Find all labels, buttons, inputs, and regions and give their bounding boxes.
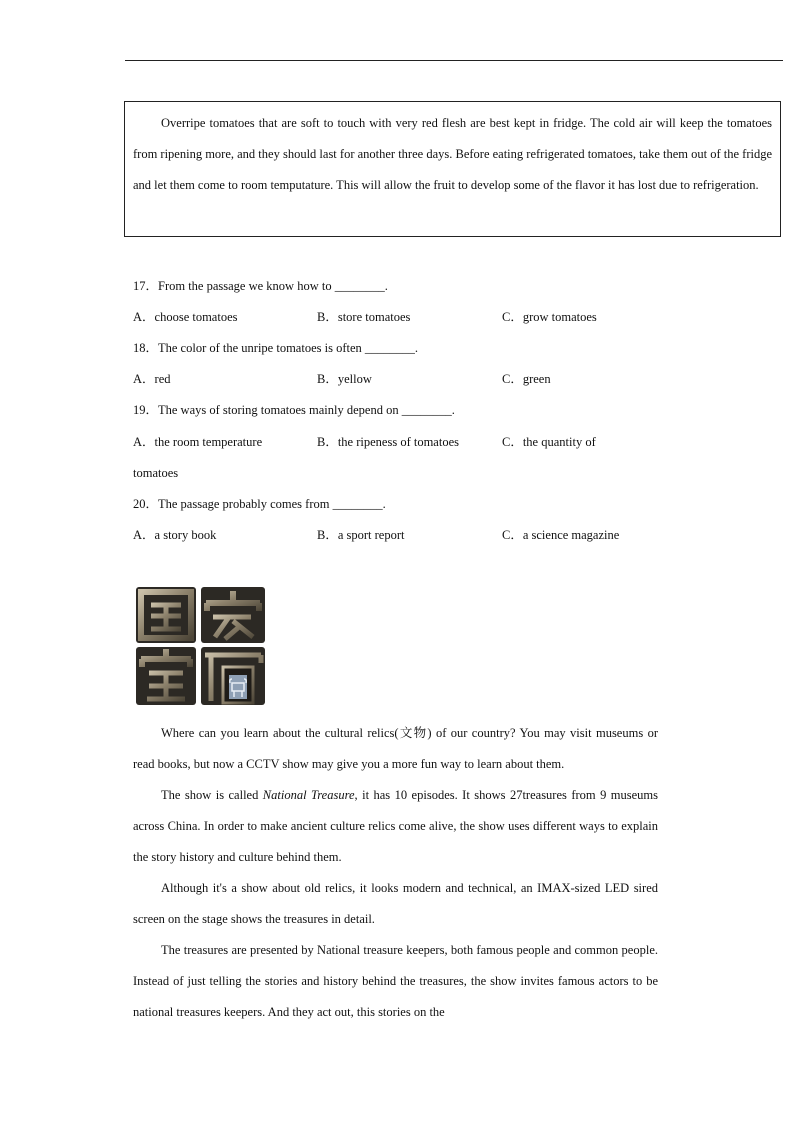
q20-option-a: A．a story book	[133, 528, 217, 542]
passage-text: Overripe tomatoes that are soft to touch with very red flesh are best kept in fridge. The cold air will keep the tomatoes from ripening more, and they should last for another three days. Before eating refrigerated tomatoes, take them out of the fridge and let them come to room temputature. This will allow the fruit to develop some of the flavor it has lost due to refrigeration.	[133, 116, 773, 192]
q20-option-c: C．a science magazine	[502, 528, 620, 542]
national-treasure-logo-icon	[133, 583, 270, 708]
article-body	[133, 718, 658, 1028]
question-17: 17．From the passage we know how to ________.	[133, 279, 388, 293]
q19-option-c-continued: tomatoes	[133, 466, 179, 480]
p2-rest: , it has 10 episodes. It shows 27treasures from 9 museums across China. In order to make ancient culture relics come alive, the show uses different ways to explain the story history and culture behind them.	[133, 788, 658, 864]
q19-option-b: B．the ripeness of tomatoes	[317, 435, 459, 449]
q19-option-c: C．the quantity of	[502, 435, 596, 449]
q20-option-b: B．a sport report	[317, 528, 405, 542]
q17-option-c: C．grow tomatoes	[502, 310, 597, 324]
article-paragraph-1: Where can you learn about the cultural relics(文物) of our country? You may visit museums or read books, but now a CCTV show may give you a more fun way to learn about them.	[133, 726, 658, 771]
q18-option-a: A．red	[133, 372, 171, 386]
reading-passage-box	[124, 101, 781, 237]
q17-option-b: B．store tomatoes	[317, 310, 411, 324]
article-paragraph-4: The treasures are presented by National treasure keepers, both famous people and common people. Instead of just telling the stories and history behind the treasures, the show invites famous actors to be national treasures keepers. And they act out, this stories on the	[133, 943, 658, 1019]
header-rule	[125, 60, 783, 61]
q18-option-b: B．yellow	[317, 372, 372, 386]
article-paragraph-2	[133, 780, 658, 873]
q18-option-c: C．green	[502, 372, 551, 386]
article-paragraph-3: Although it's a show about old relics, it looks modern and technical, an IMAX-sized LED sired screen on the stage shows the treasures in detail.	[133, 881, 658, 926]
question-18: 18．The color of the unripe tomatoes is often ________.	[133, 341, 419, 355]
show-title: National Treasure	[262, 788, 355, 802]
q17-option-a: A．choose tomatoes	[133, 310, 238, 324]
question-20: 20．The passage probably comes from ________.	[133, 497, 386, 511]
q19-option-a: A．the room temperature	[133, 435, 263, 449]
question-19: 19．The ways of storing tomatoes mainly depend on ________.	[133, 403, 455, 417]
p2-lead: The show is called	[161, 788, 263, 802]
